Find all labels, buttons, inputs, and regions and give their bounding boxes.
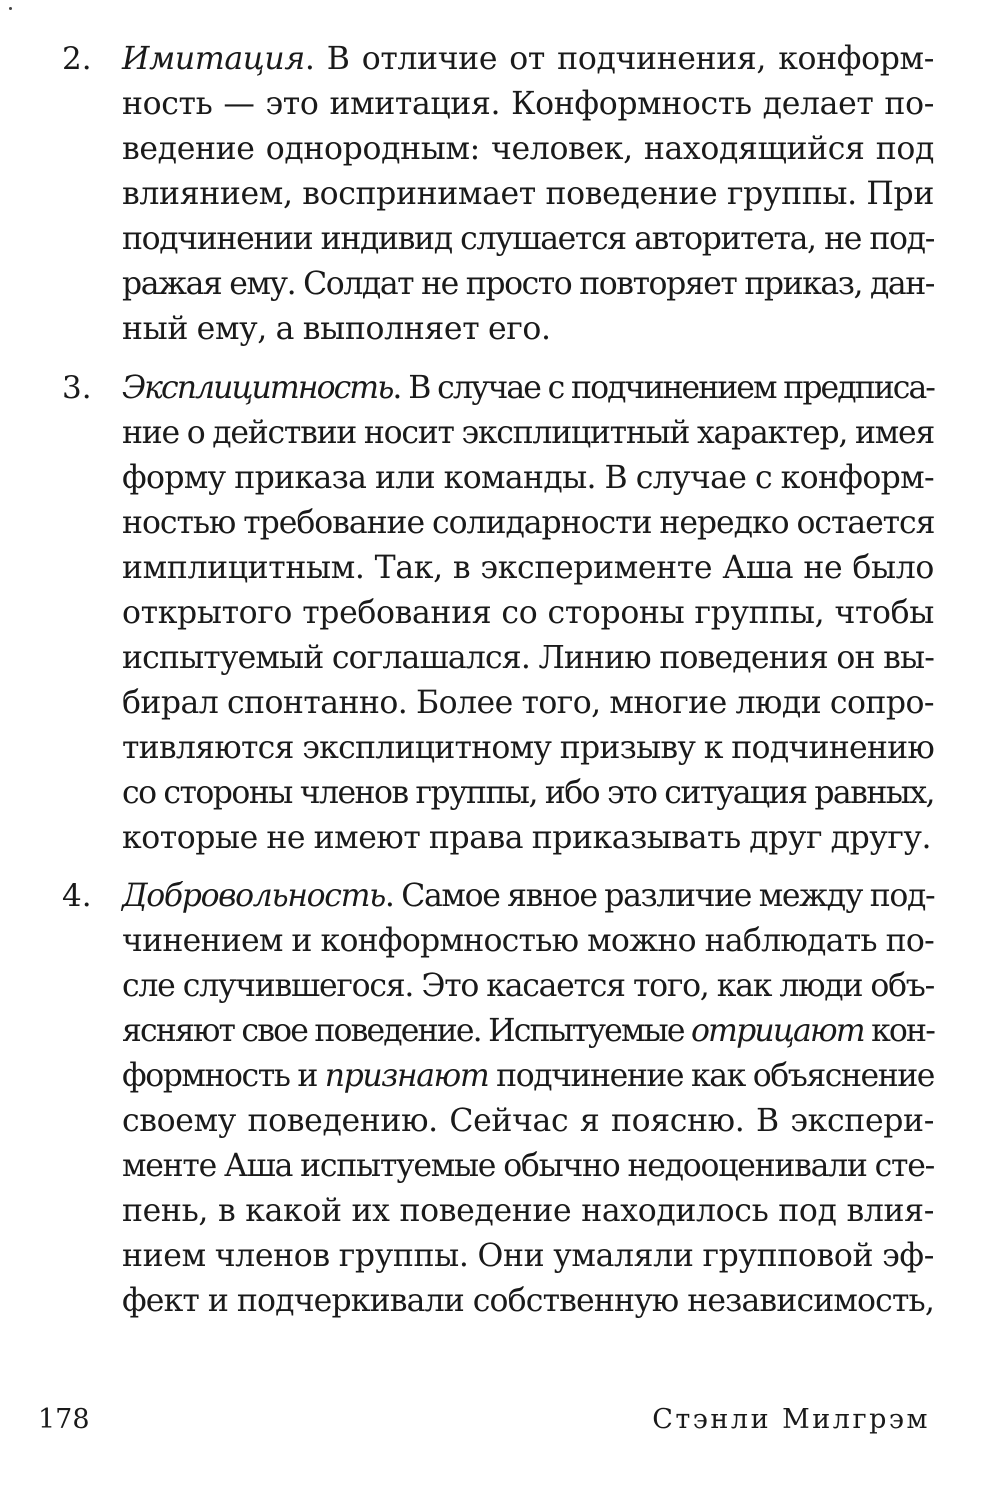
text-line <box>122 1009 934 1054</box>
line-text: подчинение как объяснение <box>488 1058 934 1094</box>
line-text: кон- <box>863 1013 934 1049</box>
text-line <box>122 816 934 861</box>
line-text: . В отличие от подчинения, конформ- <box>304 41 934 77</box>
text-line <box>122 501 934 546</box>
text-line <box>122 37 934 82</box>
line-text: нием членов группы. Они умаляли групповой эф- <box>122 1238 934 1274</box>
line-text: формность и <box>122 1058 325 1094</box>
line-text: со стороны членов группы, ибо это ситуация равных, <box>122 775 934 811</box>
text-line <box>122 1054 934 1099</box>
line-text: . Самое явное различие между под- <box>384 878 935 914</box>
list-item-imitation <box>62 37 934 352</box>
line-text: испытуемый соглашался. Линию поведения он вы- <box>122 640 934 676</box>
item-term: Эксплицитность <box>122 370 393 406</box>
text-line <box>122 1144 934 1189</box>
text-line <box>122 636 934 681</box>
line-text: ностью требование солидарности нередко остается <box>122 505 935 541</box>
text-line <box>122 1234 934 1279</box>
line-text: фект и подчеркивали собственную независимость, <box>122 1283 934 1319</box>
text-line <box>122 456 934 501</box>
list-item-body <box>122 874 934 1324</box>
text-line <box>122 1279 934 1324</box>
line-text: открытого требования со стороны группы, чтобы <box>122 595 934 631</box>
line-text: ражая ему. Солдат не просто повторяет приказ, дан- <box>122 266 934 302</box>
line-text: . В случае с подчинением предписа- <box>392 370 934 406</box>
scan-speck <box>9 7 12 10</box>
line-text: которые не имеют права приказывать друг другу. <box>122 820 932 856</box>
page-number: 178 <box>38 1404 90 1435</box>
list-item-voluntariness <box>62 874 934 1324</box>
text-line <box>122 172 934 217</box>
line-text: сле случившегося. Это касается того, как люди объ- <box>122 968 934 1004</box>
running-header-author: Стэнли Милгрэм <box>652 1404 930 1435</box>
item-term: Добровольность <box>122 878 385 914</box>
text-line <box>122 546 934 591</box>
text-line <box>122 82 934 127</box>
item-term: Имитация <box>122 41 305 77</box>
text-line <box>122 1189 934 1234</box>
text-line <box>122 411 934 456</box>
line-text: ный ему, а выполняет его. <box>122 311 551 347</box>
text-line <box>122 964 934 1009</box>
line-text: бирал спонтанно. Более того, многие люди сопро- <box>122 685 934 721</box>
line-text: своему поведению. Сейчас я поясню. В экспери- <box>122 1103 934 1139</box>
text-line <box>122 262 934 307</box>
text-line <box>122 771 934 816</box>
text-line <box>122 726 934 771</box>
line-text: ние о действии носит эксплицитный характер, имея <box>122 415 934 451</box>
text-line <box>122 307 934 352</box>
text-line <box>122 919 934 964</box>
list-item-body <box>122 366 934 861</box>
line-text: имплицитным. Так, в эксперименте Аша не было <box>122 550 934 586</box>
text-line <box>122 591 934 636</box>
list-item-number: 3. <box>62 370 92 406</box>
line-text: ясняют свое поведение. Испытуемые <box>122 1013 691 1049</box>
text-line <box>122 366 934 411</box>
text-line <box>122 1099 934 1144</box>
list-item-body <box>122 37 934 352</box>
line-text: ность — это имитация. Конформность делает по- <box>122 86 934 122</box>
list-item-number: 4. <box>62 878 92 914</box>
line-text: пень, в какой их поведение находилось под влия- <box>122 1193 934 1229</box>
text-line <box>122 217 934 262</box>
line-text: менте Аша испытуемые обычно недооценивали сте- <box>122 1148 934 1184</box>
line-text: чинением и конформностью можно наблюдать по- <box>122 923 934 959</box>
text-line <box>122 127 934 172</box>
line-text: тивляются эксплицитному призыву к подчинению <box>122 730 934 766</box>
emphasis: признают <box>324 1058 489 1094</box>
list-item-explicitness <box>62 366 934 861</box>
line-text: влиянием, воспринимает поведение группы. При <box>122 176 934 212</box>
line-text: ведение однородным: человек, находящийся под <box>122 131 934 167</box>
text-line <box>122 874 934 919</box>
line-text: форму приказа или команды. В случае с конформ- <box>122 460 934 496</box>
text-line <box>122 681 934 726</box>
line-text: подчинении индивид слушается авторитета, не под- <box>122 221 934 257</box>
list-item-number: 2. <box>62 41 92 77</box>
emphasis: отрицают <box>690 1013 864 1049</box>
